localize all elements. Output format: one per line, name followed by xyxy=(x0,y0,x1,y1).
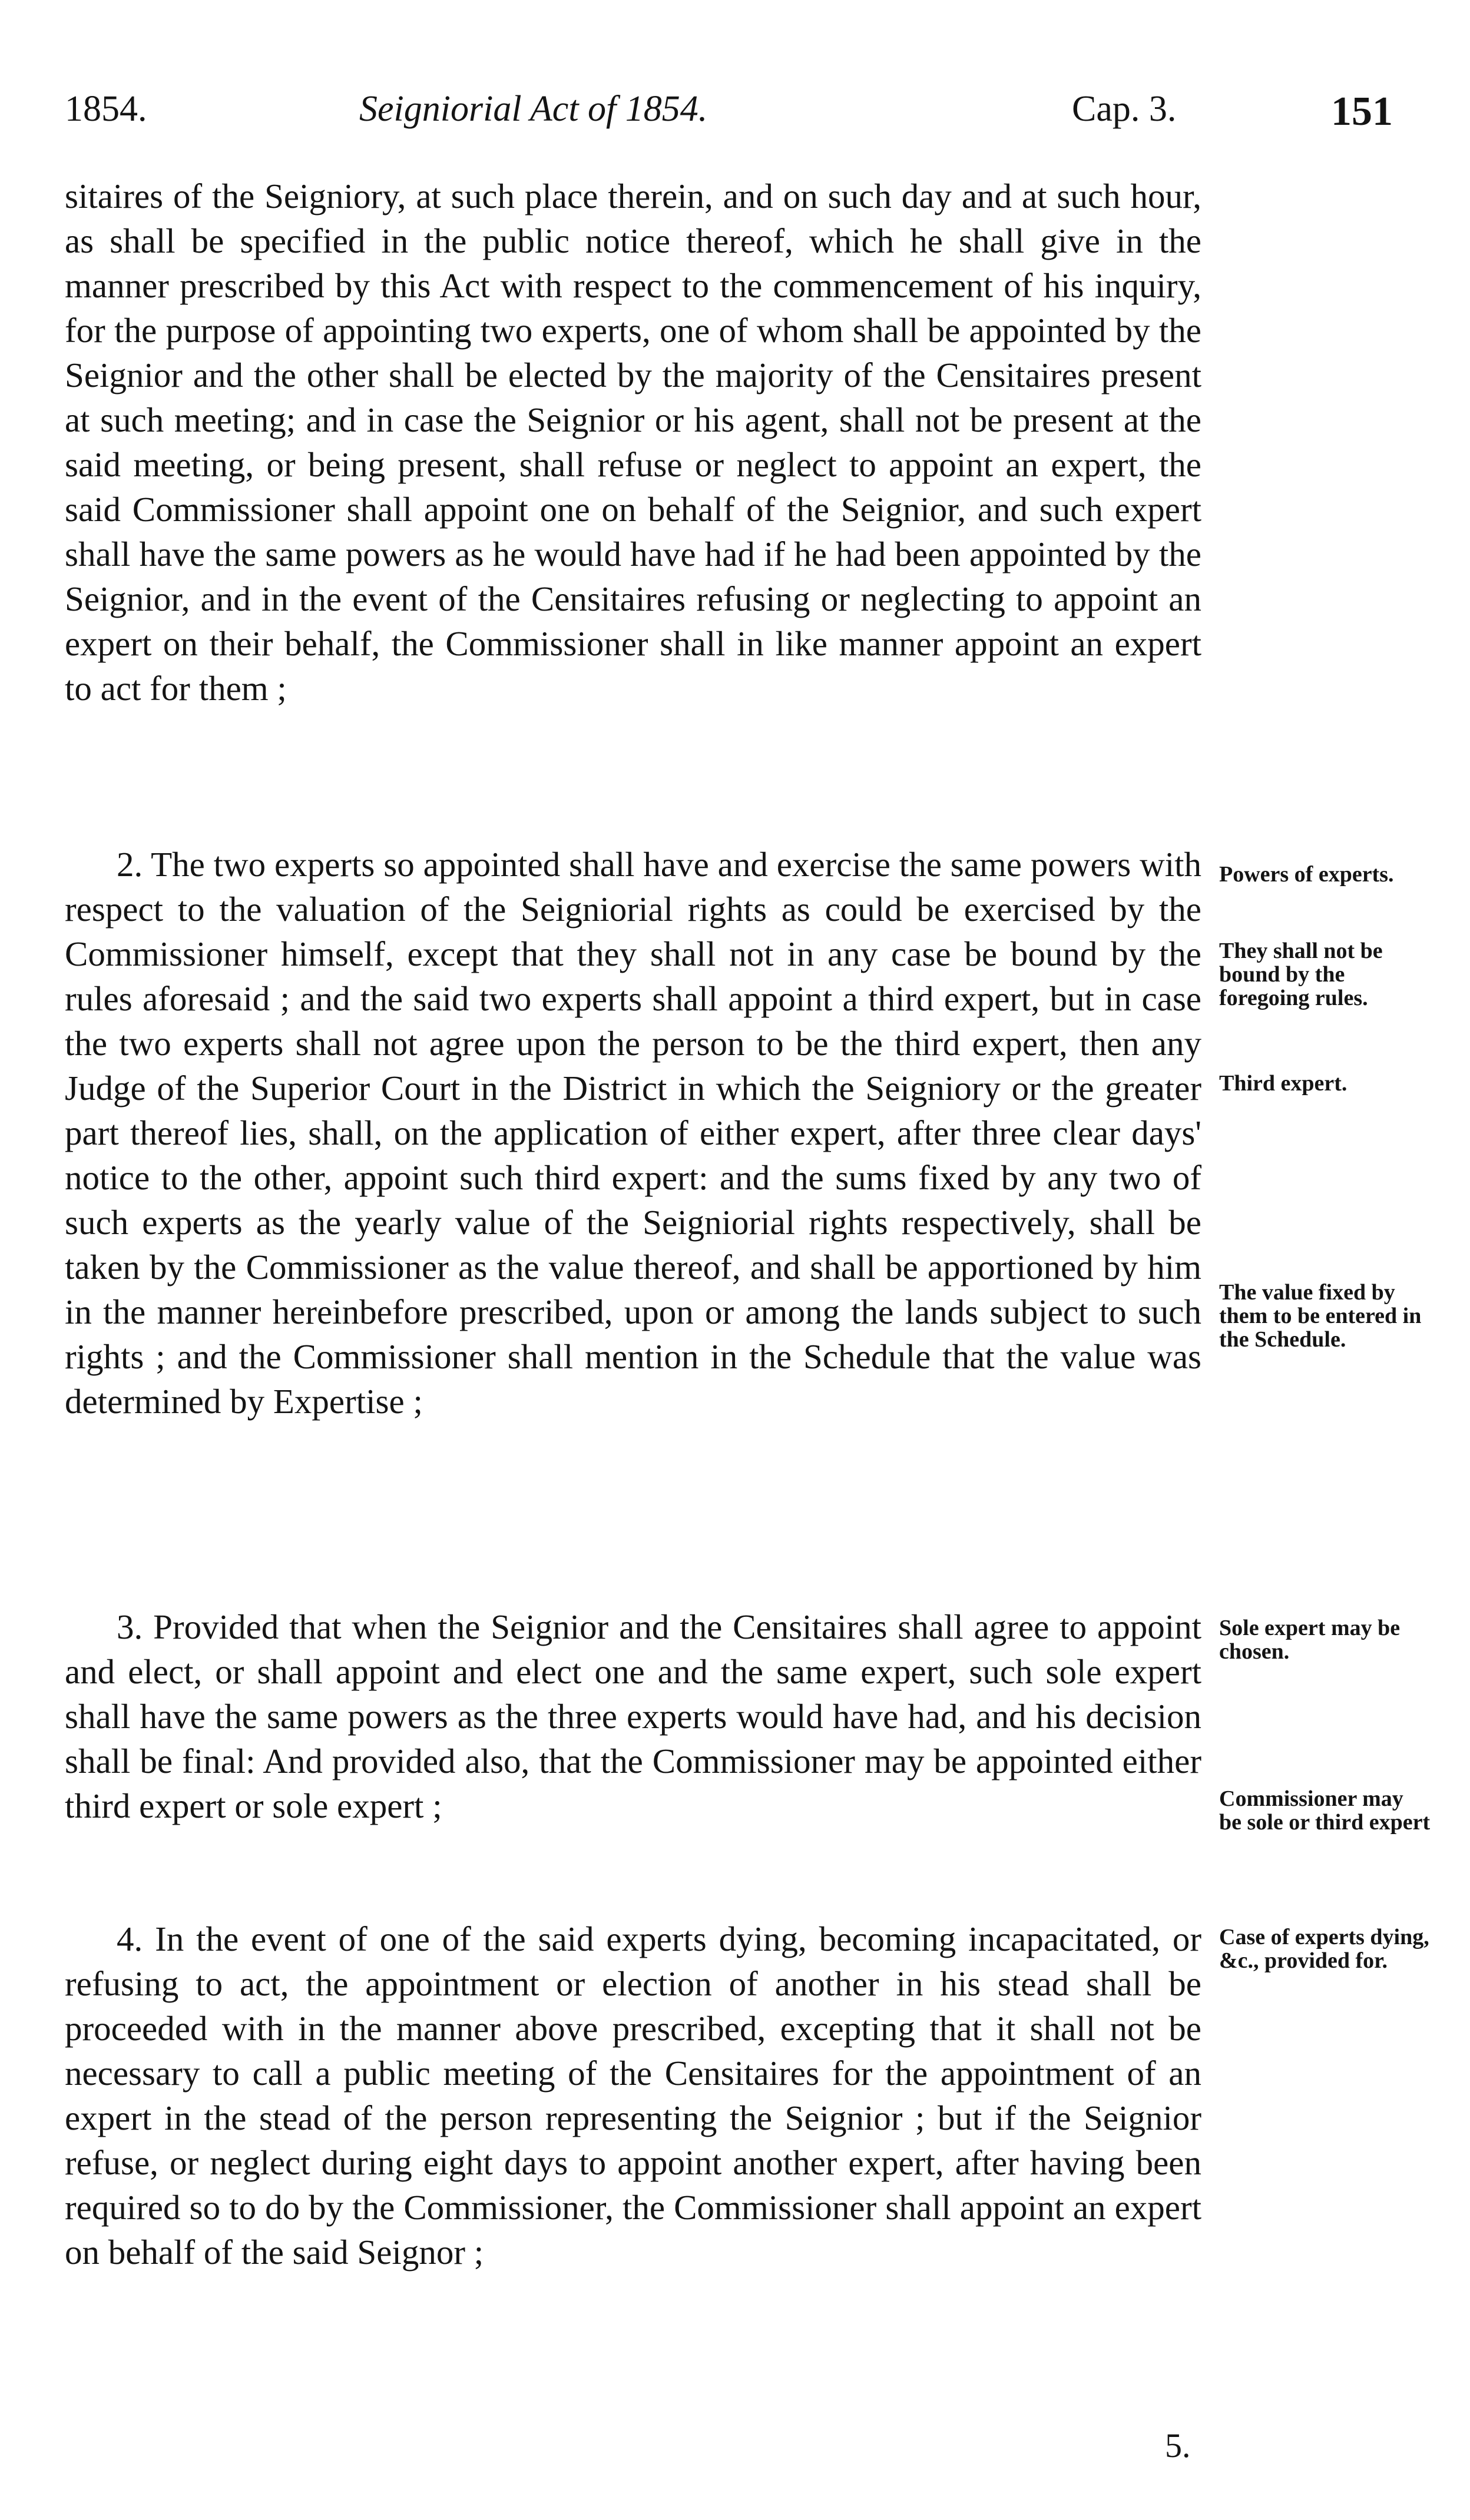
paragraph-text: Provided that when the Seignior and the Censitaires shall agree to appoint and elect, or shall appoint and elect one and the same expert, such sole expert shall have the same powers as the three experts would have had, and his decision shall be final: And provided also, that the Commissioner may be appointed either third expert or sole expert ; xyxy=(65,1607,1201,1825)
margin-note-value-entered-in-schedule: The value fixed by them to be entered in the Schedule. xyxy=(1219,1280,1422,1352)
header-year: 1854. xyxy=(65,89,147,129)
paragraph-number: 4. xyxy=(117,1919,143,1958)
paragraph-continuation xyxy=(65,174,1201,711)
margin-note-not-bound-by-rules: They shall not be bound by the foregoing rules. xyxy=(1219,939,1383,1010)
running-header xyxy=(65,88,1402,141)
paragraph-4 xyxy=(65,1916,1201,2274)
page-number: 151 xyxy=(1331,89,1393,134)
paragraph-number: 3. xyxy=(117,1607,143,1646)
margin-note-powers-of-experts: Powers of experts. xyxy=(1219,862,1394,887)
margin-note-case-of-experts-dying: Case of experts dying, &c., provided for. xyxy=(1219,1925,1429,1973)
paragraph-3 xyxy=(65,1604,1201,1828)
header-title: Seigniorial Act of 1854. xyxy=(359,89,708,129)
paragraph-text: The two experts so appointed shall have and exercise the same powers with respect to the valuation of the Seigniorial rights as could be exercised by the Commissioner himself, except that they shall not in any case be bound by the rules aforesaid ; and the said two experts shall appoint a third expert, but in case the two experts shall not agree upon the person to be the third expert, then any Judge of the Superior Court in the District in which the Seigniory or the greater part thereof lies, shall, on the application of either expert, after three clear days' notice to the other, appoint such third expert: and the sums fixed by any two of such experts as the yearly value of the Seigniorial rights respectively, shall be taken by the Commissioner as the value thereof, and shall be apportioned by him in the manner hereinbefore prescribed, upon or among the lands subject to such rights ; and the Commissioner shall mention in the Schedule that the value was determined by Expertise ; xyxy=(65,845,1202,1421)
margin-note-third-expert: Third expert. xyxy=(1219,1071,1348,1096)
margin-note-commissioner-may-be-expert: Commissioner may be sole or third expert xyxy=(1219,1786,1431,1835)
header-chapter: Cap. 3. xyxy=(1072,89,1177,129)
catchword: 5. xyxy=(1165,2426,1191,2465)
margin-note-sole-expert: Sole expert may be chosen. xyxy=(1219,1616,1401,1664)
paragraph-2 xyxy=(65,842,1201,1424)
paragraph-number: 2. xyxy=(117,845,143,884)
paragraph-text: In the event of one of the said experts dying, becoming incapacitated, or refusing to act, the appointment or election of another in his stead shall be proceeded with in the manner above prescribed, excepting that it shall not be necessary to call a public meeting of the Censitaires for the appointment of an expert in the stead of the person representing the Seignior ; but if the Seignior refuse, or neglect during eight days to appoint another expert, after having been required so to do by the Commissioner, the Commissioner shall appoint an expert on behalf of the said Seignor ; xyxy=(65,1919,1202,2272)
paragraph-text: sitaires of the Seigniory, at such place therein, and on such day and at such hour, as shall be specified in the public notice thereof, which he shall give in the manner prescribed by this Act with respect to the commencement of his inquiry, for the purpose of appointing two experts, one of whom shall be appointed by the Seignior and the other shall be elected by the majority of the Censitaires present at such meeting; and in case the Seignior or his agent, shall not be present at the said meeting, or being present, shall refuse or neglect to appoint an expert, the said Commissioner shall appoint one on behalf of the Seignior, and such expert shall have the same powers as he would have had if he had been appointed by the Seignior, and in the event of the Censitaires refusing or neglecting to appoint an expert on their behalf, the Commissioner shall in like manner appoint an expert to act for them ; xyxy=(65,177,1201,708)
